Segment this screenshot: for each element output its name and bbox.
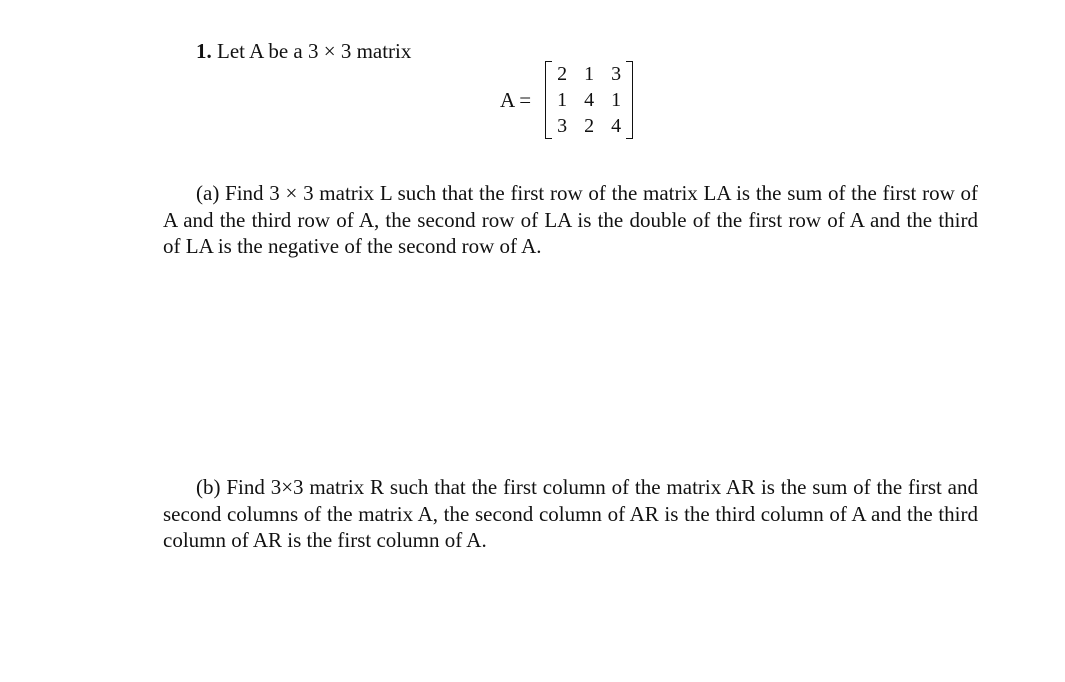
matrix-cell: 4 — [611, 114, 622, 137]
matrix-cell: 1 — [611, 88, 622, 111]
problem-heading — [196, 38, 411, 64]
right-bracket — [626, 61, 633, 139]
left-bracket — [545, 61, 552, 139]
equation-lhs: A = — [500, 87, 532, 112]
problem-number: 1. — [196, 39, 212, 63]
problem-intro: Let A be a 3 × 3 matrix — [217, 39, 412, 63]
part-b-question: (b) Find 3×3 matrix R such that the first column of the matrix AR is the sum of the first and second columns of the matrix A, the second column of AR is the third column of A and the third column of AR is the first column of A. — [163, 475, 978, 552]
matrix-a — [545, 61, 633, 139]
matrix-cell: 1 — [584, 62, 595, 85]
matrix-cell: 2 — [557, 62, 568, 85]
matrix-equation — [500, 60, 633, 140]
matrix-cell: 3 — [611, 62, 622, 85]
matrix-cell: 3 — [557, 114, 568, 137]
part-a-question: (a) Find 3 × 3 matrix L such that the first row of the matrix LA is the sum of the first row of A and the third row of A, the second row of LA is the double of the first row of A and the third of LA is the negative of the second row of A. — [163, 181, 978, 258]
matrix-cell: 2 — [584, 114, 595, 137]
matrix-cell: 1 — [557, 88, 568, 111]
matrix-cell: 4 — [584, 88, 595, 111]
